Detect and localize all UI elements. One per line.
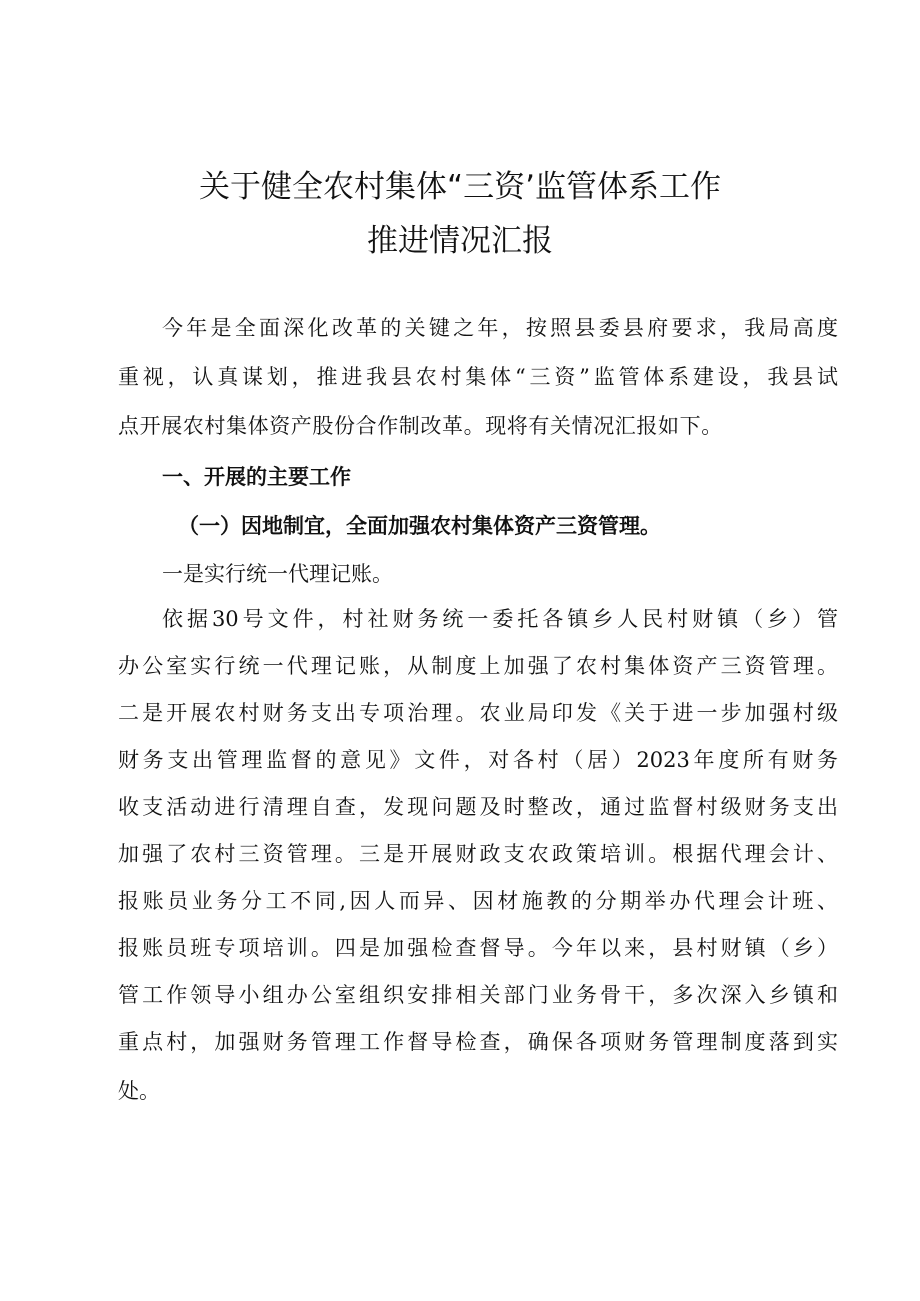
body-line-7: 报账员业务分工不同,因人而异、因材施教的分期举办代理会计班、 xyxy=(118,889,838,913)
intro-line-1: 今年是全面深化改革的关键之年，按照县委县府要求，我局高度 xyxy=(162,316,838,340)
body-line-3: 二是开展农村财务支出专项治理。农业局印发《关于进一步加强村级 xyxy=(118,701,838,725)
document-title-line-1: 关于健全农村集体“三资’监管体系工作 xyxy=(199,169,721,205)
item-label: 一是实行统一代理记账。 xyxy=(162,562,393,586)
body-line-10: 重点村，加强财务管理工作督导检查，确保各项财务管理制度落到实 xyxy=(118,1030,838,1054)
body-line-11: 处。 xyxy=(118,1079,160,1103)
body-line-8: 报账员班专项培训。四是加强检查督导。今年以来，县村财镇（乡） xyxy=(118,936,838,960)
document-title-line-2: 推进情况汇报 xyxy=(367,223,553,259)
body-line-4: 财务支出管理监督的意见》文件，对各村（居）2023年度所有财务 xyxy=(118,748,838,772)
body-line-1: 依据30号文件，村社财务统一委托各镇乡人民村财镇（乡）管 xyxy=(162,607,838,631)
body-line-9: 管工作领导小组办公室组织安排相关部门业务骨干，多次深入乡镇和 xyxy=(118,983,838,1007)
body-line-6: 加强了农村三资管理。三是开展财政支农政策培训。根据代理会计、 xyxy=(118,842,838,866)
body-line-2: 办公室实行统一代理记账，从制度上加强了农村集体资产三资管理。 xyxy=(118,654,838,678)
intro-line-3: 点开展农村集体资产股份合作制改革。现将有关情况汇报如下。 xyxy=(118,414,723,438)
section-heading: 一、开展的主要工作 xyxy=(162,465,351,489)
intro-line-2: 重视，认真谋划，推进我县农村集体“三资”监管体系建设，我县试 xyxy=(118,365,838,389)
body-line-5: 收支活动进行清理自查，发现问题及时整改，通过监督村级财务支出 xyxy=(118,795,838,819)
subsection-heading: （一）因地制宜，全面加强农村集体资产三资管理。 xyxy=(178,514,661,538)
